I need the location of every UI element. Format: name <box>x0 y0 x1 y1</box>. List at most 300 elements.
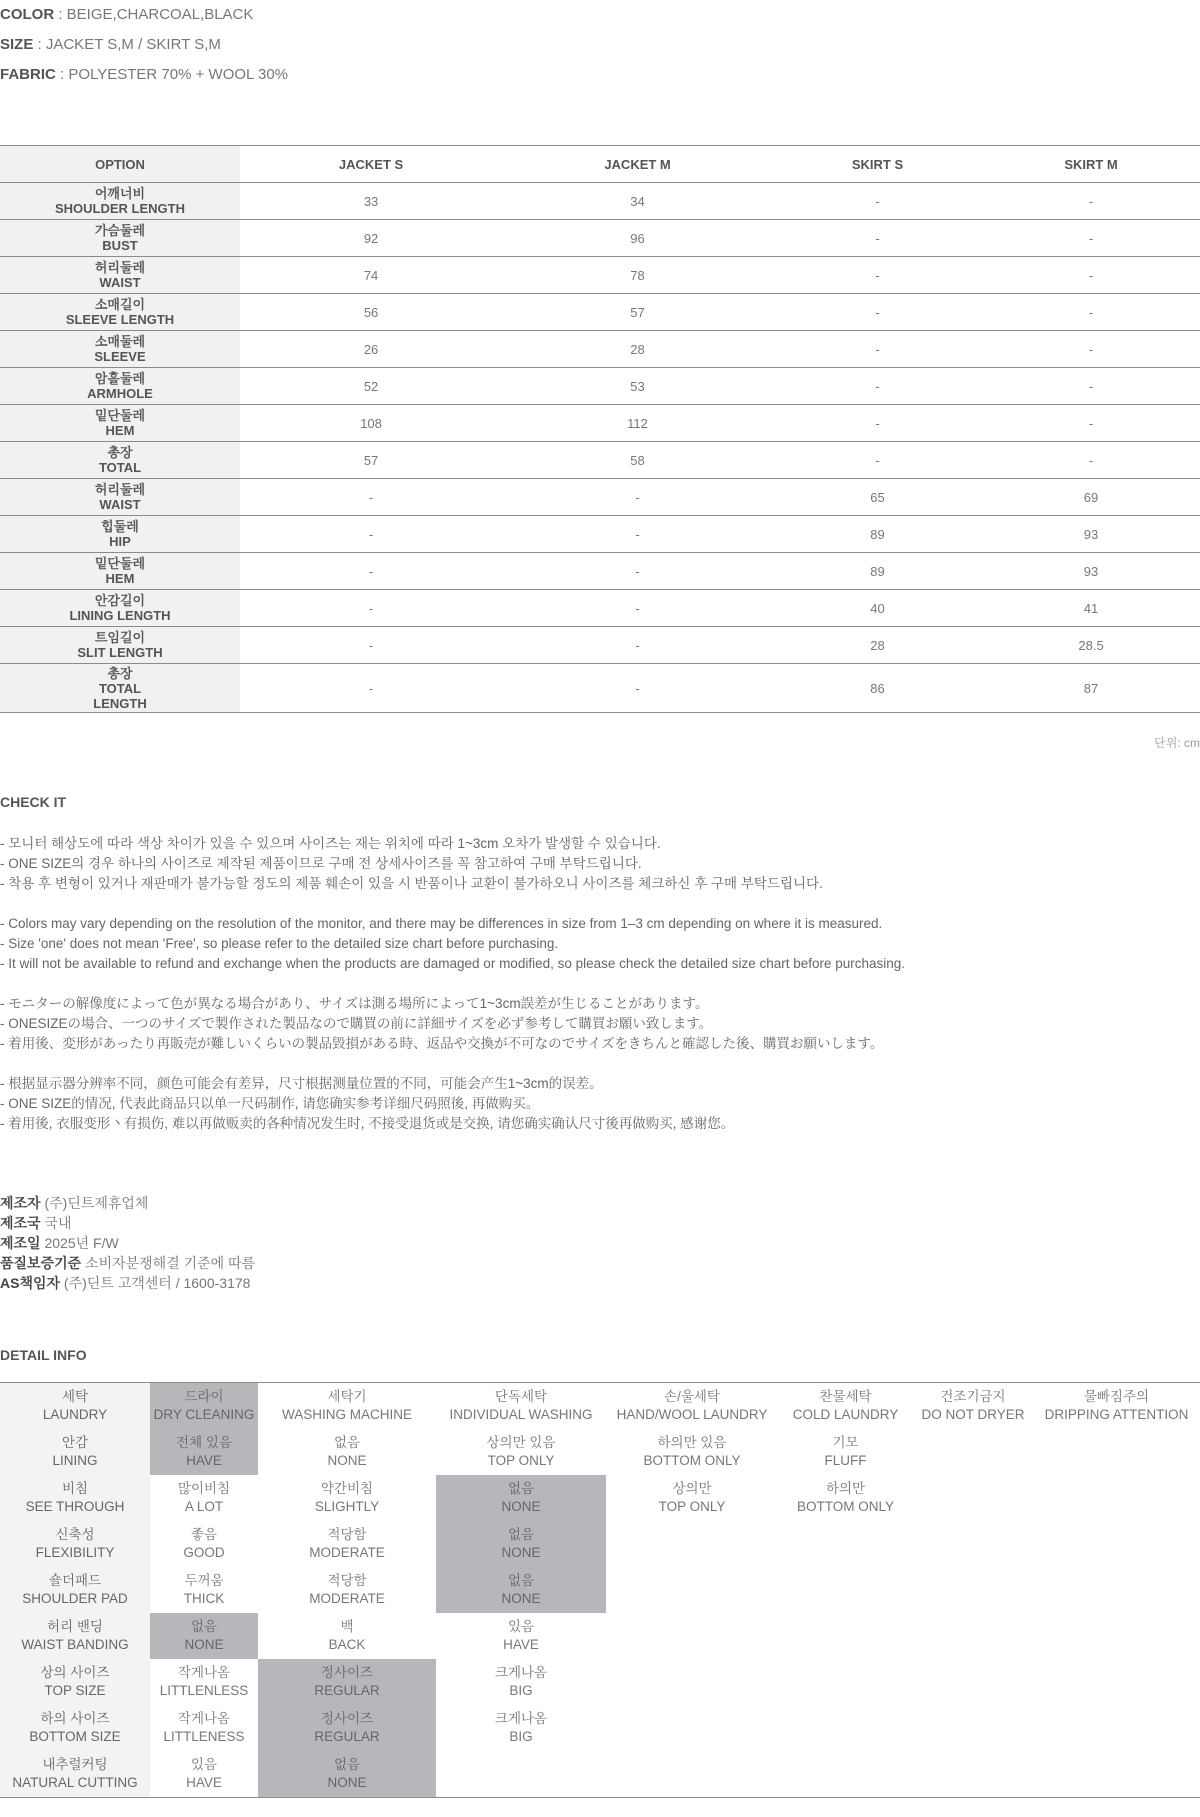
detail-option <box>1033 1705 1200 1751</box>
detail-label-ko: 상의 사이즈 <box>40 1665 110 1680</box>
detail-option <box>913 1475 1033 1521</box>
detail-option <box>913 1383 1033 1430</box>
detail-option-en: HAVE <box>186 1453 222 1468</box>
detail-option-en: SLIGHTLY <box>314 1499 380 1514</box>
size-row-label-en: LINING LENGTH <box>69 608 171 623</box>
detail-option-en: REGULAR <box>314 1729 380 1744</box>
detail-option-selected <box>150 1429 258 1475</box>
detail-option <box>606 1567 778 1613</box>
header-option: OPTION <box>0 146 240 183</box>
detail-info-table <box>0 1382 1200 1798</box>
detail-row <box>0 1521 1200 1567</box>
size-cell: 87 <box>982 664 1200 713</box>
detail-option-ko: 백 <box>340 1619 354 1634</box>
note-line: - 모니터 해상도에 따라 색상 차이가 있을 수 있으며 사이즈는 재는 위치에 따라 1~3cm 오차가 발생할 수 있습니다. <box>0 836 661 851</box>
detail-option-ko: 없음 <box>333 1757 361 1772</box>
manufacturer-label: 품질보증기준 <box>0 1255 82 1271</box>
size-cell: 26 <box>240 331 502 368</box>
detail-option-en: BIG <box>509 1729 533 1744</box>
detail-label-ko: 내추럴커팅 <box>42 1757 108 1772</box>
size-cell: - <box>982 368 1200 405</box>
note-line: - Colors may vary depending on the resolution of the monitor, and there may be differences in size from 1–3 cm depending on where it is measured. <box>0 916 883 931</box>
note-line: - Size 'one' does not mean 'Free', so please refer to the detailed size chart before purchasing. <box>0 936 559 951</box>
detail-label-en: SHOULDER PAD <box>22 1591 128 1606</box>
manufacturer-label: 제조일 <box>0 1235 41 1251</box>
detail-option-selected <box>258 1659 436 1705</box>
detail-option <box>1033 1613 1200 1659</box>
size-row-label <box>0 442 240 479</box>
size-cell: - <box>773 220 982 257</box>
size-row <box>0 664 1200 713</box>
size-cell: 58 <box>502 442 773 479</box>
size-row-label-ko: 힙둘레 <box>101 519 139 534</box>
detail-option-selected <box>150 1383 258 1430</box>
note-line: - 착용 후 변형이 있거나 재판매가 불가능할 정도의 제품 훼손이 있을 시 반품이나 교환이 불가하오니 사이즈를 체크하신 후 구매 부탁드립니다. <box>0 876 823 891</box>
size-cell: 28 <box>773 627 982 664</box>
detail-label-ko: 숄더패드 <box>48 1573 102 1588</box>
detail-option-ko: 없음 <box>190 1619 218 1634</box>
check-it-title: CHECK IT <box>0 794 67 810</box>
size-row-label-en: BUST <box>102 238 138 253</box>
detail-info-body <box>0 1383 1200 1798</box>
detail-option <box>913 1429 1033 1475</box>
detail-option-en: HAVE <box>186 1775 222 1790</box>
size-value: : JACKET S,M / SKIRT S,M <box>33 36 221 53</box>
detail-row-label <box>0 1383 150 1430</box>
detail-option <box>606 1475 778 1521</box>
size-row-label-ko: 허리둘레 <box>94 260 146 275</box>
detail-option-selected <box>258 1705 436 1751</box>
size-table-header-row <box>0 146 1200 183</box>
detail-option <box>436 1659 606 1705</box>
detail-row <box>0 1659 1200 1705</box>
detail-option-ko: 정사이즈 <box>320 1665 374 1680</box>
manufacturer-label: 제조국 <box>0 1215 41 1231</box>
detail-row-label <box>0 1751 150 1798</box>
detail-option <box>258 1383 436 1430</box>
detail-option-en: REGULAR <box>314 1683 380 1698</box>
size-row-label-ko: 어깨너비 <box>94 186 146 201</box>
size-row-label-en: TOTAL <box>98 680 142 696</box>
size-cell: 57 <box>502 294 773 331</box>
product-attributes <box>0 0 288 90</box>
note-line: - It will not be available to refund and exchange when the products are damaged or modified, so please check the detailed size chart before purchasing. <box>0 956 906 971</box>
detail-info-title: DETAIL INFO <box>0 1347 87 1363</box>
size-row-label-ko: 총장 <box>107 665 133 681</box>
note-line: - 着用後, 衣服变形丶有损伤, 难以再做贩卖的各种情况发生时, 不接受退货或是交换, 请您确实确认尺寸後再做购买, 感谢您。 <box>0 1116 735 1131</box>
size-row-label-en: SLEEVE <box>94 349 146 364</box>
detail-option <box>606 1429 778 1475</box>
detail-option-selected <box>436 1521 606 1567</box>
size-row-label <box>0 368 240 405</box>
size-row-label-en: SHOULDER LENGTH <box>55 201 185 216</box>
detail-option <box>778 1567 913 1613</box>
manufacturer-line <box>0 1193 255 1213</box>
size-cell: 33 <box>240 183 502 220</box>
size-cell: 89 <box>773 516 982 553</box>
detail-option <box>778 1659 913 1705</box>
detail-label-en: WAIST BANDING <box>21 1637 129 1652</box>
detail-option-en: NONE <box>327 1775 367 1790</box>
detail-option-en: WASHING MACHINE <box>281 1407 412 1422</box>
detail-option-en: NONE <box>501 1545 541 1560</box>
size-row-label-en: WAIST <box>99 497 141 512</box>
size-cell: 74 <box>240 257 502 294</box>
detail-option <box>778 1521 913 1567</box>
size-cell: - <box>773 331 982 368</box>
detail-row-label <box>0 1613 150 1659</box>
detail-option-ko: 물빠짐주의 <box>1083 1389 1150 1404</box>
manufacturer-value: 국내 <box>40 1215 72 1231</box>
size-row-label <box>0 516 240 553</box>
size-cell: - <box>773 442 982 479</box>
size-cell: 34 <box>502 183 773 220</box>
manufacturer-line <box>0 1213 255 1233</box>
size-cell: - <box>982 183 1200 220</box>
size-cell: 28.5 <box>982 627 1200 664</box>
detail-label-en: BOTTOM SIZE <box>29 1729 121 1744</box>
size-row-label-ko: 암홀둘레 <box>94 371 146 386</box>
detail-row <box>0 1705 1200 1751</box>
detail-option <box>258 1521 436 1567</box>
manufacturer-info <box>0 1193 255 1293</box>
size-cell: 65 <box>773 479 982 516</box>
detail-option-en: TOP ONLY <box>658 1499 726 1514</box>
size-cell: - <box>502 590 773 627</box>
size-cell: 52 <box>240 368 502 405</box>
detail-option-ko: 없음 <box>507 1527 535 1542</box>
size-cell: 89 <box>773 553 982 590</box>
detail-row-label <box>0 1659 150 1705</box>
detail-row <box>0 1567 1200 1613</box>
size-attribute <box>0 30 288 60</box>
size-cell: - <box>240 627 502 664</box>
detail-option <box>1033 1475 1200 1521</box>
size-row-label <box>0 220 240 257</box>
detail-option <box>150 1705 258 1751</box>
detail-option-en: BACK <box>328 1637 366 1652</box>
size-row-label <box>0 257 240 294</box>
detail-option-en: DO NOT DRYER <box>921 1407 1025 1422</box>
size-cell: 53 <box>502 368 773 405</box>
detail-option <box>150 1751 258 1798</box>
size-cell: - <box>982 294 1200 331</box>
detail-option <box>150 1659 258 1705</box>
size-row-label <box>0 553 240 590</box>
detail-label-en: TOP SIZE <box>44 1683 106 1698</box>
detail-label-en: LINING <box>52 1453 98 1468</box>
detail-option-ko: 상의만 있음 <box>486 1435 556 1450</box>
detail-option-en: NONE <box>327 1453 367 1468</box>
detail-option-ko: 없음 <box>507 1481 535 1496</box>
manufacturer-value: 소비자분쟁해결 기준에 따름 <box>81 1255 256 1271</box>
detail-option-en: BOTTOM ONLY <box>796 1499 894 1514</box>
detail-option <box>1033 1429 1200 1475</box>
detail-label-en: NATURAL CUTTING <box>12 1775 138 1790</box>
detail-option <box>150 1567 258 1613</box>
detail-option-en: GOOD <box>183 1545 225 1560</box>
color-attribute <box>0 0 288 30</box>
size-row <box>0 405 1200 442</box>
size-cell: 28 <box>502 331 773 368</box>
detail-option-en: INDIVIDUAL WASHING <box>449 1407 593 1422</box>
manufacturer-line <box>0 1233 255 1253</box>
size-cell: - <box>773 257 982 294</box>
size-row-label-ko: 소매길이 <box>94 297 146 312</box>
detail-option-en: THICK <box>183 1591 225 1606</box>
size-cell: - <box>773 294 982 331</box>
detail-option-en: MODERATE <box>309 1545 385 1560</box>
detail-option <box>1033 1659 1200 1705</box>
detail-option-ko: 많이비침 <box>177 1481 231 1496</box>
detail-option <box>258 1613 436 1659</box>
detail-option-ko: 있음 <box>507 1619 535 1634</box>
detail-option <box>258 1429 436 1475</box>
size-cell: - <box>982 405 1200 442</box>
detail-option <box>606 1659 778 1705</box>
detail-option-en: BOTTOM ONLY <box>643 1453 741 1468</box>
detail-option-en: NONE <box>501 1591 541 1606</box>
note-group <box>0 914 905 974</box>
size-cell: - <box>502 627 773 664</box>
detail-row <box>0 1429 1200 1475</box>
detail-option-ko: 건조기금지 <box>940 1389 1006 1404</box>
detail-option <box>436 1751 606 1798</box>
note-line: - ONESIZEの場合、一つのサイズで製作された製品なので購買の前に詳細サイズを必ず参考して購買お願い致します。 <box>0 1016 713 1031</box>
detail-row <box>0 1383 1200 1430</box>
detail-option-ko: 두꺼움 <box>184 1573 224 1588</box>
note-group <box>0 1074 905 1134</box>
detail-label-ko: 안감 <box>61 1435 89 1450</box>
detail-option-ko: 크게나옴 <box>494 1665 548 1680</box>
size-cell: - <box>240 516 502 553</box>
size-row-label-ko: 밑단둘레 <box>94 556 146 571</box>
size-cell: - <box>240 590 502 627</box>
detail-option <box>1033 1751 1200 1798</box>
size-cell: 108 <box>240 405 502 442</box>
size-cell: - <box>502 664 773 713</box>
detail-option-ko: 작게나옴 <box>177 1711 231 1726</box>
detail-option-ko: 약간비침 <box>320 1481 374 1496</box>
detail-option-ko: 상의만 <box>672 1481 712 1496</box>
color-label: COLOR <box>0 6 55 23</box>
size-cell: - <box>982 331 1200 368</box>
size-cell: 92 <box>240 220 502 257</box>
size-row <box>0 183 1200 220</box>
size-cell: 112 <box>502 405 773 442</box>
size-row-label-en: ARMHOLE <box>87 386 153 401</box>
detail-option-en: HAND/WOOL LAUNDRY <box>616 1407 768 1422</box>
size-row-label-en: WAIST <box>99 275 141 290</box>
detail-option <box>913 1613 1033 1659</box>
note-line: - 根据显示器分辨率不同，颜色可能会有差异，尺寸根据测量位置的不同，可能会产生1~3cm的误差。 <box>0 1076 603 1091</box>
size-cell: - <box>502 553 773 590</box>
size-row-label-en: TOTAL <box>98 460 142 475</box>
size-row <box>0 479 1200 516</box>
detail-option <box>913 1521 1033 1567</box>
detail-option-en: FLUFF <box>824 1453 867 1468</box>
detail-option <box>913 1751 1033 1798</box>
detail-option <box>1033 1567 1200 1613</box>
detail-option-en: LITTLENESS <box>163 1729 245 1744</box>
detail-option-ko: 세탁기 <box>327 1389 367 1404</box>
detail-option <box>606 1521 778 1567</box>
detail-row <box>0 1613 1200 1659</box>
check-it-notes <box>0 834 905 1154</box>
note-line: - ONE SIZE의 경우 하나의 사이즈로 제작된 제품이므로 구매 전 상세사이즈를 꼭 참고하여 구매 부탁드립니다. <box>0 856 642 871</box>
detail-option-selected <box>150 1613 258 1659</box>
detail-option <box>778 1383 913 1430</box>
detail-option-ko: 적당함 <box>327 1573 367 1588</box>
manufacturer-value: 2025년 F/W <box>40 1235 119 1251</box>
size-row <box>0 627 1200 664</box>
header-skirt-s: SKIRT S <box>773 146 982 183</box>
detail-row <box>0 1751 1200 1798</box>
size-row-label-ko: 가슴둘레 <box>94 223 146 238</box>
detail-option <box>258 1475 436 1521</box>
size-row <box>0 368 1200 405</box>
detail-option-en: A LOT <box>184 1499 224 1514</box>
detail-option <box>778 1613 913 1659</box>
detail-row-label <box>0 1429 150 1475</box>
size-row <box>0 516 1200 553</box>
size-row-label <box>0 664 240 713</box>
size-cell: 78 <box>502 257 773 294</box>
manufacturer-label: 제조자 <box>0 1195 41 1211</box>
size-row-label-ko: 허리둘레 <box>94 482 146 497</box>
detail-option-en: MODERATE <box>309 1591 385 1606</box>
detail-option <box>606 1751 778 1798</box>
detail-option-en: NONE <box>184 1637 224 1652</box>
detail-row <box>0 1475 1200 1521</box>
detail-option <box>606 1705 778 1751</box>
size-table <box>0 145 1200 713</box>
size-cell: 40 <box>773 590 982 627</box>
size-cell: 57 <box>240 442 502 479</box>
size-row-label-en-2: LENGTH <box>93 695 147 711</box>
detail-label-ko: 세탁 <box>61 1389 89 1404</box>
detail-option-ko: 하의만 있음 <box>657 1435 727 1450</box>
detail-option <box>1033 1383 1200 1430</box>
size-cell: 69 <box>982 479 1200 516</box>
size-row-label-en: HEM <box>105 423 135 438</box>
size-cell: - <box>982 442 1200 479</box>
detail-option <box>1033 1521 1200 1567</box>
size-cell: 93 <box>982 516 1200 553</box>
detail-option <box>913 1705 1033 1751</box>
size-row <box>0 442 1200 479</box>
note-line: - モニターの解像度によって色が異なる場合があり、サイズは測る場所によって1~3cm誤差が生じることがあります。 <box>0 996 709 1011</box>
detail-option <box>436 1613 606 1659</box>
detail-option-ko: 찬물세탁 <box>819 1389 872 1404</box>
size-row-label <box>0 479 240 516</box>
detail-option-ko: 정사이즈 <box>320 1711 374 1726</box>
size-row-label-en: SLEEVE LENGTH <box>65 312 175 327</box>
size-cell: 93 <box>982 553 1200 590</box>
size-row <box>0 553 1200 590</box>
size-cell: - <box>773 405 982 442</box>
size-row-label <box>0 294 240 331</box>
detail-option-ko: 작게나옴 <box>177 1665 231 1680</box>
size-cell: - <box>982 220 1200 257</box>
detail-option-en: TOP ONLY <box>487 1453 555 1468</box>
size-cell: - <box>240 553 502 590</box>
size-cell: - <box>502 516 773 553</box>
size-label: SIZE <box>0 36 34 53</box>
detail-option <box>606 1613 778 1659</box>
size-row-label-en: HEM <box>105 571 135 586</box>
size-table-body <box>0 183 1200 713</box>
manufacturer-line <box>0 1253 255 1273</box>
size-row-label <box>0 627 240 664</box>
detail-option-en: DRIPPING ATTENTION <box>1044 1407 1189 1422</box>
detail-option <box>913 1567 1033 1613</box>
fabric-value: : POLYESTER 70% + WOOL 30% <box>55 66 289 83</box>
size-cell: 86 <box>773 664 982 713</box>
size-row-label <box>0 331 240 368</box>
detail-option-selected <box>258 1751 436 1798</box>
detail-label-en: SEE THROUGH <box>25 1499 125 1514</box>
size-row-label-ko: 안감길이 <box>94 593 146 608</box>
detail-option-selected <box>436 1567 606 1613</box>
detail-label-en: FLEXIBILITY <box>35 1545 115 1560</box>
size-cell: - <box>240 479 502 516</box>
detail-option-en: NONE <box>501 1499 541 1514</box>
manufacturer-line <box>0 1273 255 1293</box>
size-cell: 96 <box>502 220 773 257</box>
size-row <box>0 331 1200 368</box>
size-row-label <box>0 405 240 442</box>
unit-note: 단위: cm <box>1154 736 1200 750</box>
detail-option <box>150 1521 258 1567</box>
note-group <box>0 994 905 1054</box>
detail-label-ko: 허리 밴딩 <box>47 1619 103 1634</box>
detail-option-ko: 손/울세탁 <box>664 1389 720 1404</box>
detail-label-en: LAUNDRY <box>42 1407 108 1422</box>
size-row-label-ko: 소매둘레 <box>94 334 146 349</box>
detail-label-ko: 비침 <box>61 1481 89 1496</box>
size-cell: - <box>773 183 982 220</box>
header-jacket-m: JACKET M <box>502 146 773 183</box>
size-row-label <box>0 183 240 220</box>
detail-option-ko: 있음 <box>190 1757 218 1772</box>
size-row <box>0 220 1200 257</box>
detail-option <box>778 1475 913 1521</box>
detail-option-ko: 기모 <box>832 1435 859 1450</box>
detail-option-ko: 없음 <box>333 1435 361 1450</box>
detail-option <box>436 1383 606 1430</box>
size-row <box>0 590 1200 627</box>
note-group <box>0 834 905 894</box>
size-row-label-ko: 총장 <box>107 445 133 460</box>
header-jacket-s: JACKET S <box>240 146 502 183</box>
detail-option-en: LITTLENLESS <box>159 1683 249 1698</box>
detail-label-ko: 신축성 <box>55 1527 95 1542</box>
detail-option-ko: 크게나옴 <box>494 1711 548 1726</box>
detail-label-ko: 하의 사이즈 <box>40 1711 110 1726</box>
detail-option-en: DRY CLEANING <box>153 1407 255 1422</box>
detail-row-label <box>0 1475 150 1521</box>
detail-option-selected <box>436 1475 606 1521</box>
size-row <box>0 294 1200 331</box>
size-cell: - <box>240 664 502 713</box>
detail-option-ko: 없음 <box>507 1573 535 1588</box>
size-row-label <box>0 590 240 627</box>
detail-option-en: HAVE <box>503 1637 539 1652</box>
detail-option <box>778 1429 913 1475</box>
detail-option-en: BIG <box>509 1683 533 1698</box>
size-row-label-ko: 트임길이 <box>94 630 146 645</box>
